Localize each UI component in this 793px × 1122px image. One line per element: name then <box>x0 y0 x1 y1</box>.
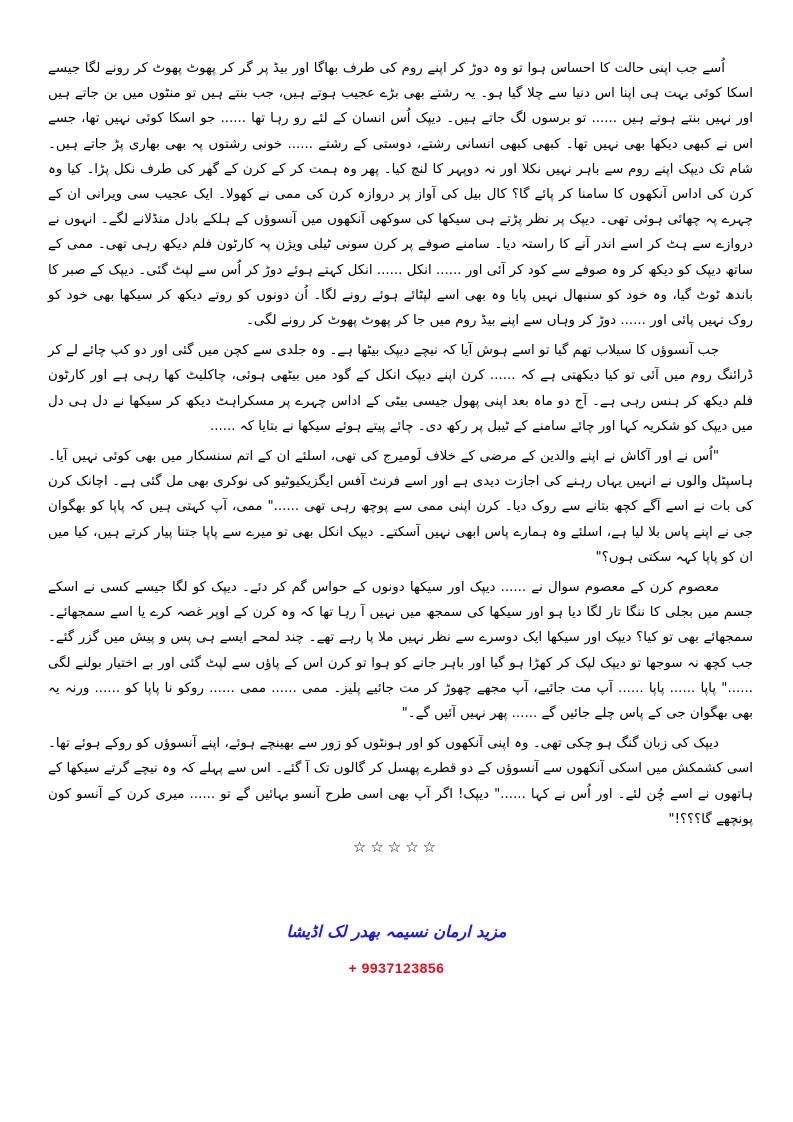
paragraph-1: اُسے جب اپنی حالت کا احساس ہوا تو وہ دوڑ کر اپنے روم کی طرف بھاگا اور بیڈ پر گر کر پھوٹ پھوٹ کر رونے لگا جیسے اسکا کوئی بہت ہی اپنا اس دنیا سے چلا گیا ہو۔ یہ رشتے بھی بڑے عجیب ہوتے ہیں، جب بنتے ہیں تو منٹوں میں بن جاتے ہیں اور نہیں بنتے ہوتے ہیں ...... تو برسوں لگ جاتے ہیں۔ دیپک اُس انسان کے لئے رو رہا تھا ...... جو اسکا کوئی نہیں تھا، جسے اس نے کبھی دیکھا بھی نہیں تھا۔ کبھی کبھی انسانی رشتے، دوستی کے رشتے ...... خونی رشتوں پہ بھی بھاری پڑ جاتے ہیں۔ شام تک دیپک اپنے روم سے باہر نہیں نکلا اور نہ دوپہر کا لنچ کیا۔ پھر وہ ہمت کر کے کرن کے گھر کی طرف نکل پڑا۔ کیا وہ کرن کی اداس آنکھوں کا سامنا کر پائے گا؟ کال بیل کی آواز پر دروازہ کرن کی ممی نے کھولا۔ ایک عجیب سی ویرانی ان کے چہرے پہ چھائی ہوئی تھی۔ دیپک پر نظر پڑتے ہی سیکھا کی سوکھی آنکھوں میں آنسوؤں کے ہلکے بادل منڈلانے لگے۔ انہوں نے دروازے سے ہٹ کر اسے اندر آنے کا راستہ دیا۔ سامنے صوفے پر کرن سونی ٹیلی ویژن پہ کارٹون فلم دیکھ رہی تھی۔ ممی کے ساتھ دیپک کو دیکھ کر وہ صوفے سے کود کر آئی اور ...... انکل ...... انکل کہتے ہوئے دوڑ کر اُس سے لپٹ گئی۔ دیپک کے صبر کا باندھ ٹوٹ گیا، وہ خود کو سنبھال نہیں پایا وہ بھی اسے لپٹائے ہوئے رونے لگا۔ اُن دونوں کو روتے دیکھ کر سیکھا بھی خود کو روک نہیں پائی اور ...... دوڑ کر وہاں سے اپنے بیڈ روم میں جا کر پھوٹ پھوٹ کر رونے لگی۔ <box>48 61 753 329</box>
paragraph-2: جب آنسوؤں کا سیلاب تھم گیا تو اسے ہوش آیا کہ نیچے دیپک بیٹھا ہے۔ وہ جلدی سے کچن میں گئی اور دو کپ چائے لے کر ڈرائنگ روم میں آئی تو کیا دیکھتی ہے کہ ...... کرن اپنے دیپک انکل کے گود میں بیٹھی ہوئی، چاکلیٹ کھا رہی ہے اور کارٹون فلم دیکھ کر ہنس رہی ہے۔ آج دو ماہ بعد اپنی پھول جیسی بیٹی کے اداس چہرے پر مسکراہٹ دیکھ کر سیکھا نے دل ہی دل میں دیپک کو شکریہ کہا اور چائے سامنے کے ٹیبل پر رکھ دی۔ چائے پیتے ہوئے سیکھا نے بتایا کہ ...... <box>48 343 753 434</box>
section-divider-stars: ☆☆☆☆☆ <box>352 838 441 856</box>
paragraph-5: دیپک کی زبان گنگ ہو چکی تھی۔ وہ اپنی آنکھوں کو اور ہونٹوں کو زور سے بھینچے ہوئے، اپنے آنسوؤں کو روکے ہوئے تھا۔ اسی کشمکش میں اسکی آنکھوں سے آنسوؤں کے دو قطرے پھسل کر گالوں تک آ گئے۔ اس سے پہلے کہ وہ نیچے گرتے سیکھا کے ہاتھوں نے اسے چُن لئے۔ اور اُس نے کہا ......" دیپک! اگر آپ بھی اسی طرح آنسو بہائیں گے تو ...... میری کرن کے آنسو کون پونچھے گا؟؟؟!" <box>48 736 753 827</box>
paragraph-4: معصوم کرن کے معصوم سوال نے ...... دیپک اور سیکھا دونوں کے حواس گم کر دئے۔ دیپک کو لگا جیسے کسی نے اسکے جسم میں بجلی کا ننگا تار لگا دیا ہو اور سیکھا کی سمجھ میں نہیں آ رہا تھا کہ وہ کرن کے اوپر غصہ کرے یا اسے سمجھائے۔ سمجھائے بھی تو کیا؟ دیپک اور سیکھا ایک دوسرے سے نظر نہیں ملا پا رہے تھے۔ چند لمحے ایسے ہی پس و پیش میں گزر گئے۔ جب کچھ نہ سوجھا تو دیپک لپک کر کھڑا ہو گیا اور باہر جانے کو ہوا تو کرن اس کے پاؤں سے لپٹ گئی اور بے اختیار بولنے لگی ......" پاپا ...... پاپا ...... آپ مت جائیے، آپ مجھے چھوڑ کر مت جائیے پلیز۔ ممی ...... ممی ...... روکو نا پاپا کو ...... ورنہ یہ بھی بھگوان جی کے پاس چلے جائیں گے ...... پھر نہیں آئیں گے۔" <box>48 580 753 722</box>
author-link[interactable]: مزید ارمان نسیمہ بھدر لک اڈیشا <box>286 922 507 941</box>
phone-number: + 9937123856 <box>348 960 445 976</box>
paragraph-3: "اُس نے اور آکاش نے اپنے والدین کے مرضی کے خلاف لَومیرج کی تھی، اسلئے ان کے اتم سنسکار میں بھی کوئی نہیں آیا۔ ہاسپٹل والوں نے انہیں یہاں رہنے کی اجازت دیدی ہے اور اسے فرنٹ آفس ایگزیکیوٹیو کی نوکری بھی مل گئی ہے۔ اچانک کرن کی بات نے اسے آگے کچھ بتانے سے روک دیا۔ کرن اپنی ممی سے پوچھ رہی تھی ......" ممی، آپ کہتی ہیں کہ پاپا کو بھگوان جی نے اپنے پاس بلا لیا ہے، اسلئے وہ ہمارے پاس ابھی نہیں آسکتے۔ دیپک انکل بھی تو میرے سے پاپا جتنا پیار کرتے ہیں، کیا میں ان کو پاپا کہہ سکتی ہوں؟" <box>48 449 753 565</box>
story-body <box>48 56 753 837</box>
